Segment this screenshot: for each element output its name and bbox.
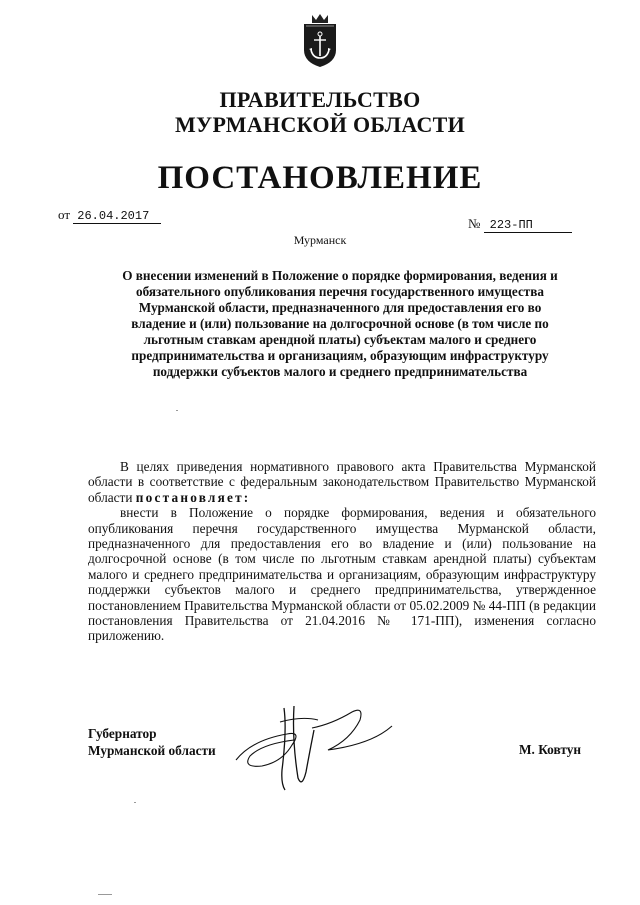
government-name-line2: МУРМАНСКОЙ ОБЛАСТИ (174, 112, 466, 137)
preamble-text: В целях приведения нормативного правового акта Правительства Мурманской области в соответствие с федеральным законодательством Правительство Мурманской области (88, 459, 596, 505)
preamble-paragraph (88, 459, 596, 505)
date-value: 26.04.2017 (73, 209, 161, 224)
decision-word: постановляет: (135, 489, 251, 505)
number-field (468, 216, 572, 233)
resolution-paragraph: внести в Положение о порядке формирования, ведения и обязательного опубликования перечня государственного имущества Мурманской области, предназначенного для предоставления его во владение и (или) пользование на долгосрочной основе (в том числе по льготным ставкам арендной платы) субъектам малого и среднего предпринимательства и организациям, образующим инфраструктуру поддержки субъектов малого и среднего предпринимательства, утвержденное постановлением Правительства Мурманской области от 05.02.2009 № 44-ПП (в редакции постановления Правительства от 21.04.2016 № 171-ПП), изменения согласно приложению. (88, 505, 596, 644)
date-prefix: от (58, 207, 71, 222)
number-value: 223-ПП (484, 218, 572, 233)
signatory-title (88, 725, 216, 759)
document-body (88, 459, 596, 644)
handwritten-signature (232, 700, 432, 795)
number-prefix: № (468, 216, 481, 231)
scan-speck (134, 802, 136, 803)
city-name: Мурманск (293, 233, 347, 247)
date-field (58, 207, 161, 224)
signatory-title-line1: Губернатор (88, 726, 157, 741)
document-type-title: ПОСТАНОВЛЕНИЕ (157, 160, 483, 196)
signatory-title-line2: Мурманской области (88, 743, 216, 758)
scan-speck (176, 410, 178, 411)
government-name-line1: ПРАВИТЕЛЬСТВО (219, 87, 421, 112)
signatory-name: М. Ковтун (519, 742, 582, 757)
scan-speck (98, 894, 112, 895)
document-subject: О внесении изменений в Положение о порядке формирования, ведения и обязательного опубликования перечня государственного имущества Мурманской области, предназначенного для предоставления его во владение и (или) пользование на долгосрочной основе (в том числе по льготным ставкам арендной платы) субъектам малого и среднего предпринимательства и организациям, образующим инфраструктуру поддержки субъектов малого и среднего предпринимательства (122, 268, 558, 379)
coat-of-arms-icon (300, 12, 340, 68)
